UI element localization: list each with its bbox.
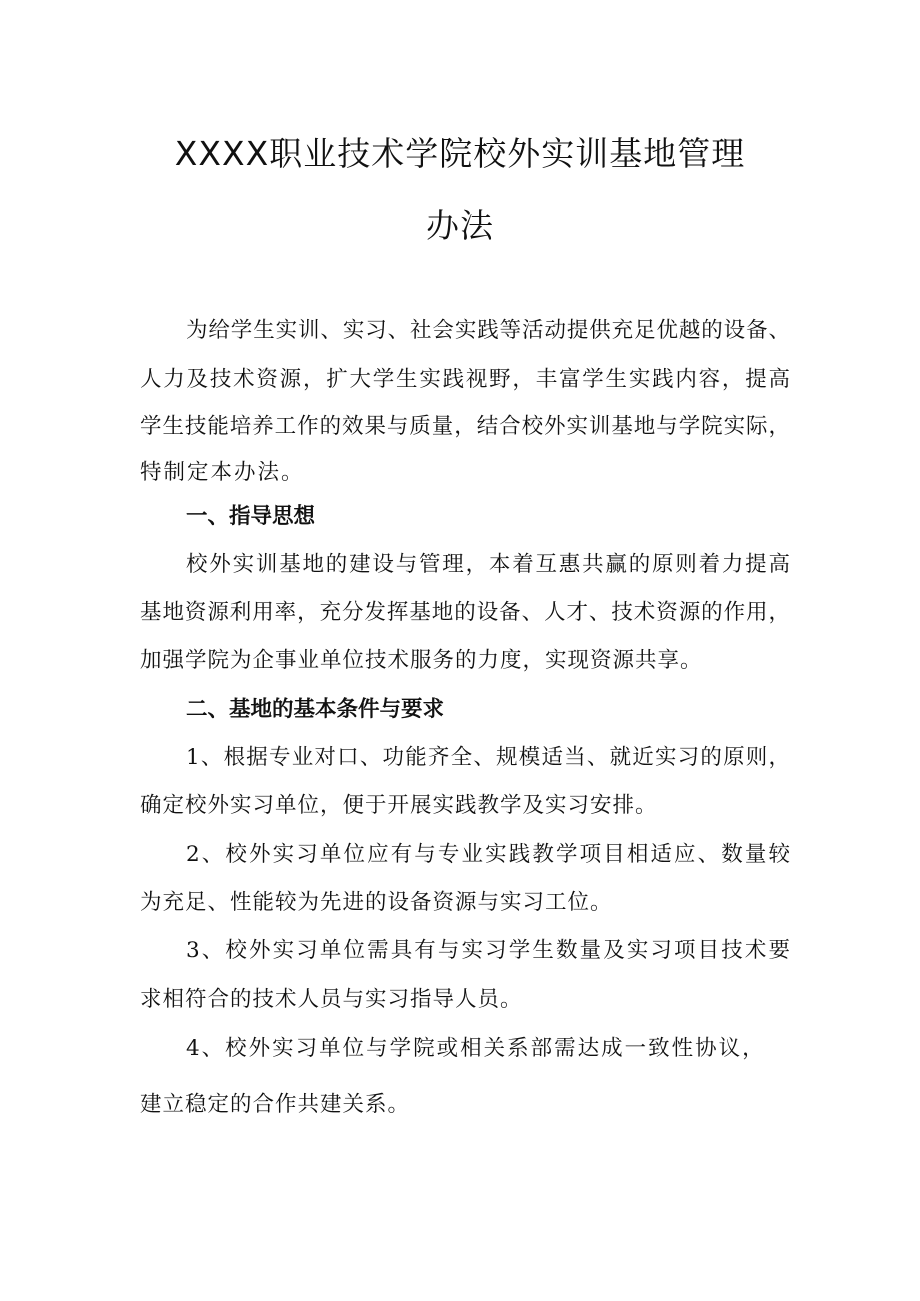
item2-line-1: 2、校外实习单位应有与专业实践教学项目相适应、数量较 [186, 842, 790, 867]
intro-line-4: 特制定本办法。 [140, 460, 305, 485]
section-heading-1: 一、指导思想 [186, 504, 316, 529]
intro-line-1: 为给学生实训、实习、社会实践等活动提供充足优越的设备、 [186, 318, 790, 343]
item2-line-2: 为充足、性能较为先进的设备资源与实习工位。 [140, 890, 613, 915]
document-title-line-2: 办法 [426, 206, 494, 245]
intro-line-3: 学生技能培养工作的效果与质量，结合校外实训基地与学院实际， [140, 414, 790, 439]
intro-line-2: 人力及技术资源，扩大学生实践视野，丰富学生实践内容，提高 [140, 367, 790, 392]
item1-line-1: 1、根据专业对口、功能齐全、规模适当、就近实习的原则， [186, 745, 790, 770]
section-heading-2: 二、基地的基本条件与要求 [186, 697, 445, 722]
item4-line-2: 建立稳定的合作共建关系。 [140, 1092, 411, 1117]
section1-line-2: 基地资源利用率，充分发挥基地的设备、人才、技术资源的作用， [140, 600, 790, 625]
section1-line-1: 校外实训基地的建设与管理，本着互惠共赢的原则着力提高 [186, 552, 790, 577]
item1-line-2: 确定校外实习单位，便于开展实践教学及实习安排。 [140, 793, 658, 818]
item4-line-1: 4、校外实习单位与学院或相关系部需达成一致性协议， [186, 1036, 766, 1061]
item3-line-2: 求相符合的技术人员与实习指导人员。 [140, 987, 523, 1012]
section1-line-3: 加强学院为企事业单位技术服务的力度，实现资源共享。 [140, 648, 703, 673]
document-title-line-1: XXXX职业技术学院校外实训基地管理 [174, 134, 746, 173]
item3-line-1: 3、校外实习单位需具有与实习学生数量及实习项目技术要 [186, 938, 790, 963]
